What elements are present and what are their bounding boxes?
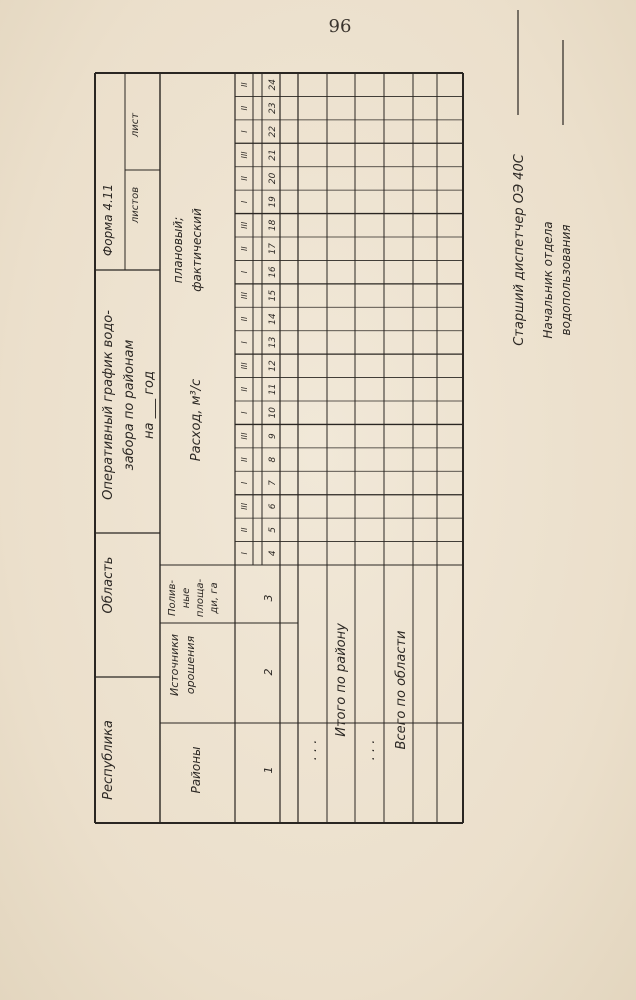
col-number-label-11: 11 [268,383,278,396]
column-number-labels [268,79,278,556]
signature-head-line2: водопользования [559,224,573,336]
decade-label-8: II [240,386,249,392]
district-total-label: Итого по району [334,623,349,737]
column-districts: Районы [189,746,203,794]
flow-planned-label: плановый; [171,216,185,284]
col-number-label-8: 8 [268,456,278,463]
flow-actual-label: фактический [190,208,204,292]
decade-label-1: I [240,552,249,555]
column-area-line3: площа- [195,578,206,618]
col-number-label-5: 5 [268,527,278,533]
decade-labels [240,82,249,555]
dots-row-2: . . . [363,739,378,761]
col-number-label-19: 19 [268,196,278,208]
header-title-line3: на ___ год [142,370,157,440]
col-number-label-18: 18 [268,219,278,232]
col-number-label-23: 23 [268,102,278,114]
decade-label-16: I [240,200,249,204]
column-sources-line1: Источники [168,633,181,697]
header-title-line2: забора по районам [122,339,137,471]
decade-label-15: III [240,221,249,229]
decade-label-21: II [240,82,249,88]
col-number-label-4: 4 [268,550,278,557]
col-number-label-7: 7 [268,480,278,486]
header-region: Область [101,556,116,614]
signature-dispatcher: Старший диспетчер ОЭ 40С [512,154,527,346]
decade-label-10: I [240,341,249,344]
decade-label-17: II [240,176,249,181]
region-total-label: Всего по области [394,630,409,750]
col-number-label-9: 9 [268,433,278,439]
decade-label-9: III [240,362,249,370]
decade-label-12: III [240,292,249,300]
decade-label-13: I [240,270,249,274]
decade-label-7: I [240,411,249,414]
col-number-label-10: 10 [268,406,278,419]
decade-label-19: I [240,130,249,133]
decade-label-20: II [240,105,249,111]
row-1-number: 1 [262,766,275,774]
decade-label-18: III [240,151,249,159]
decade-label-11: II [240,316,249,322]
decade-label-3: III [240,502,249,510]
sheet-label: лист [130,112,141,138]
flow-label: Расход, м³/с [189,378,204,462]
page-number: 96 [328,16,352,37]
column-area-line2: ные [181,587,192,609]
header-republic: Республика [101,720,116,800]
decade-label-5: II [240,457,249,462]
col-number-label-24: 24 [268,78,278,91]
col-number-label-16: 16 [268,266,278,278]
col-number-label-15: 15 [268,289,278,302]
row-1-source-number: 2 [262,668,275,676]
header-title-line1: Оперативный график водо- [101,310,116,500]
col-number-label-13: 13 [268,336,278,349]
column-sources-line2: орошения [184,635,197,695]
column-area-line1: Полив- [167,579,178,617]
col-number-label-20: 20 [268,172,278,185]
decade-label-4: I [240,481,249,485]
col-number-label-17: 17 [268,242,278,255]
row-1-area-number: 3 [262,594,275,602]
decade-label-14: II [240,246,249,252]
col-number-label-21: 21 [268,149,278,161]
col-number-label-22: 22 [268,125,278,138]
col-number-label-12: 12 [268,360,278,372]
dots-row-1: . . . [305,739,320,761]
col-number-label-6: 6 [268,503,278,510]
col-number-label-14: 14 [268,313,278,325]
decade-label-6: III [240,432,249,440]
sheets-label: листов [130,186,141,224]
decade-label-2: II [240,527,249,533]
column-area-line4: ди, га [209,582,220,614]
form-number-label: Форма 4.11 [101,183,115,257]
signature-head-line1: Начальник отдела [541,221,555,339]
